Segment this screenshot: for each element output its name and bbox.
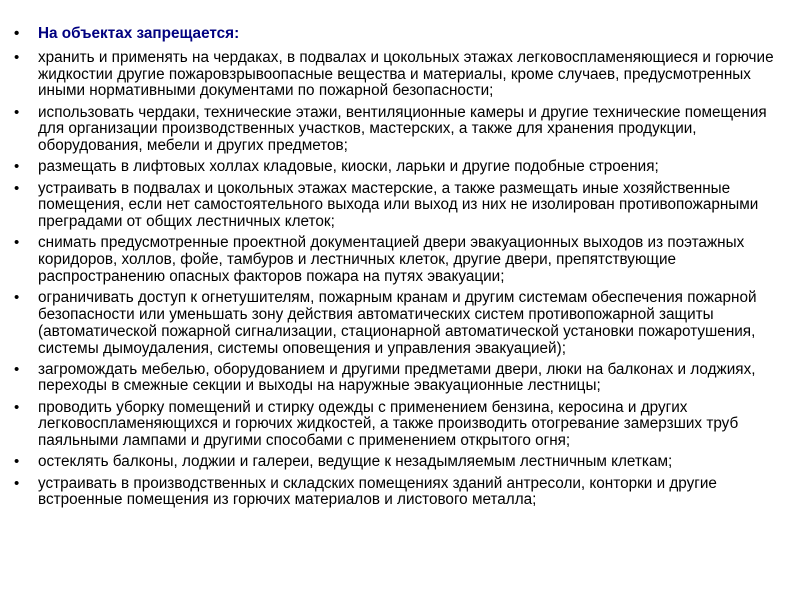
list-item xyxy=(14,454,792,471)
list-item-text: снимать предусмотренные проектной документацией двери эвакуационных выходов из поэтажных коридоров, холлов, фойе, тамбуров и лестничных клеток, другие двери, препятствующие распространению опасных факторов пожара на путях эвакуации; xyxy=(38,234,745,285)
list-item-text: остеклять балконы, лоджии и галереи, ведущие к незадымляемым лестничным клеткам; xyxy=(38,453,673,471)
bullet-icon: • xyxy=(14,474,20,492)
list-item xyxy=(14,105,792,155)
bullet-icon: • xyxy=(14,25,20,42)
list-item xyxy=(14,362,792,396)
list-item xyxy=(14,159,792,176)
bullet-icon: • xyxy=(14,48,20,66)
list-item-text: устраивать в подвалах и цокольных этажах мастерские, а также размещать иные хозяйственные помещения, если нет самостоятельного выхода или выход из них не изолирован противопожарными преградами от общих лестничных клеток; xyxy=(38,179,759,231)
list-item xyxy=(14,235,792,285)
list-item-text: использовать чердаки, технические этажи, вентиляционные камеры и другие технические помещения для организации производственных участков, мастерских, а также для хранения продукции, оборудования, мебели и других предметов; xyxy=(38,103,767,155)
bullet-icon: • xyxy=(14,360,20,378)
bullet-icon: • xyxy=(14,398,20,416)
bullet-list xyxy=(14,26,792,514)
bullet-icon: • xyxy=(14,103,20,121)
bullet-icon: • xyxy=(14,234,20,252)
list-item xyxy=(14,476,792,510)
bullet-icon: • xyxy=(14,179,20,197)
bullet-icon: • xyxy=(14,453,20,471)
heading-text: На объектах запрещается: xyxy=(38,25,240,42)
bullet-icon: • xyxy=(14,289,20,307)
list-item-text: размещать в лифтовых холлах кладовые, киоски, ларьки и другие подобные строения; xyxy=(38,158,659,176)
list-item-text: хранить и применять на чердаках, в подвалах и цокольных этажах легковоспламеняющиеся и горючие жидкостии другие пожаровзрывоопасные вещества и материалы, кроме случаев, предусмотренных иными нормативными документами по пожарной безопасности; xyxy=(38,48,774,100)
list-item xyxy=(14,400,792,450)
bullet-icon: • xyxy=(14,158,20,176)
list-item xyxy=(14,50,792,100)
list-heading xyxy=(14,26,792,43)
list-item-text: ограничивать доступ к огнетушителям, пожарным кранам и другим системам обеспечения пожарной безопасности или уменьшать зону действия автоматических систем противопожарной защиты (автоматической пожарной сигнализации, стационарной автоматической установки пожаротушения, системы дымоудаления, системы оповещения и управления эвакуацией); xyxy=(38,289,757,357)
list-item-text: загромождать мебелью, оборудованием и другими предметами двери, люки на балконах и лоджиях, переходы в смежные секции и выходы на наружные эвакуационные лестницы; xyxy=(38,360,756,395)
list-item-text: проводить уборку помещений и стирку одежды с применением бензина, керосина и других легковоспламеняющихся и горючих жидкостей, а также производить отогревание замерзших труб паяльными лампами и другими способами с применением открытого огня; xyxy=(38,398,739,450)
list-item xyxy=(14,290,792,357)
list-item-text: устраивать в производственных и складских помещениях зданий антресоли, конторки и другие встроенные помещения из горючих материалов и листового металла; xyxy=(38,474,717,509)
list-item xyxy=(14,181,792,231)
